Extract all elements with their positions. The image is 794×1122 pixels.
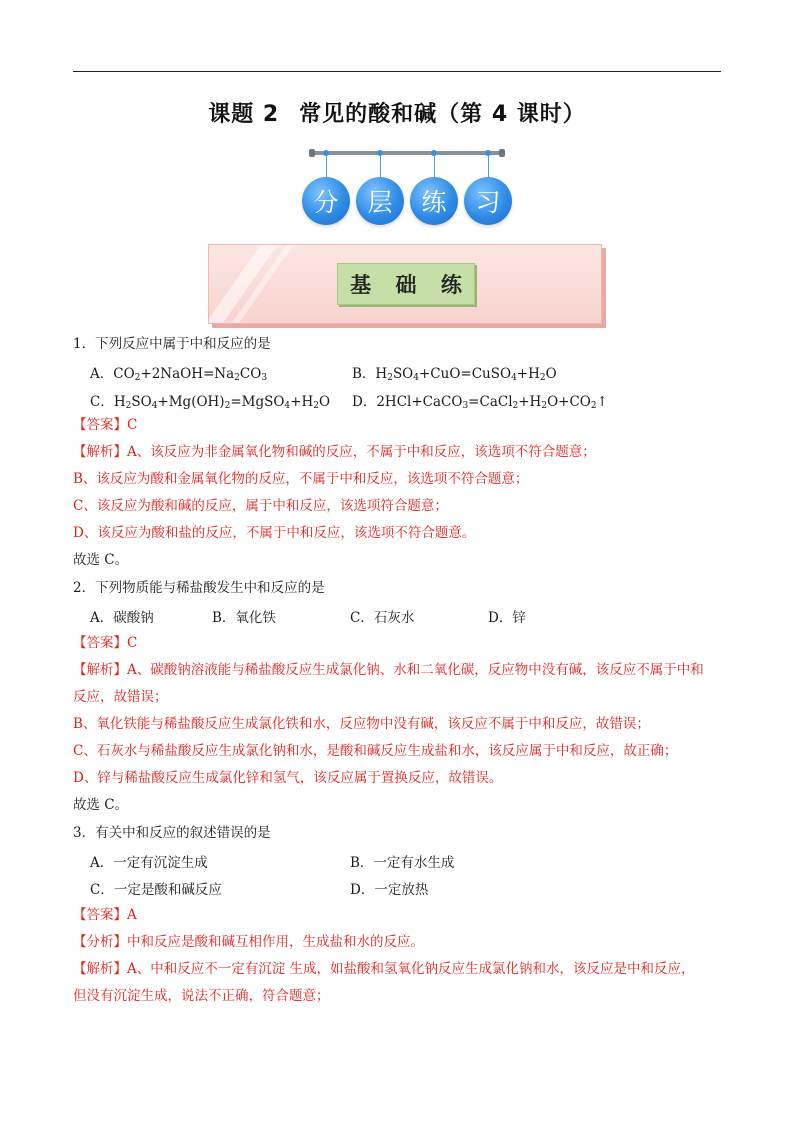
question-3-stem: 3．有关中和反应的叙述错误的是 — [73, 825, 271, 841]
question-3-option-c: C．一定是酸和碱反应 — [90, 882, 222, 898]
question-3-fenxi: 【分析】中和反应是酸和碱互相作用，生成盐和水的反应。 — [73, 934, 424, 950]
question-3-option-a: A．一定有沉淀生成 — [90, 855, 208, 871]
question-2-option-d: D．锌 — [488, 610, 526, 626]
question-1-option-a: A．$CO_2+2NaOH=Na_2CO_3$ — [90, 366, 268, 383]
question-2-stem: 2．下列物质能与稀盐酸发生中和反应的是 — [73, 580, 325, 596]
question-1-option-b: B．$H_2SO_4+CuO=CuSO_4+H_2O$ — [352, 366, 557, 383]
question-2-analysis-line: C、石灰水与稀盐酸反应生成氯化钠和水，是酸和碱反应生成盐和水，该反应属于中和反应，故正确； — [73, 743, 678, 759]
hanger-string — [488, 155, 489, 177]
question-1-analysis-line: D、该反应为酸和盐的反应，不属于中和反应，该选项不符合题意。 — [73, 525, 476, 541]
question-2-analysis-line: B、氧化铁能与稀盐酸反应生成氯化铁和水，反应物中没有碱，该反应不属于中和反应，故错误； — [73, 716, 650, 732]
title-topic: 常见的酸和碱（第 4 课时） — [299, 102, 586, 127]
question-1-answer: 【答案】C — [73, 417, 138, 433]
hanger-string — [326, 155, 327, 177]
question-1-analysis-line: C、该反应为酸和碱的反应，属于中和反应，该选项符合题意； — [73, 498, 448, 514]
page-title — [0, 97, 794, 128]
section-char: 础 — [395, 273, 417, 297]
question-2-option-a: A．碳酸钠 — [90, 610, 154, 626]
question-2-analysis-line: 反应，故错误； — [73, 689, 168, 705]
question-1-analysis-line: 【解析】A、该反应为非金属氧化物和碱的反应，不属于中和反应，该选项不符合题意； — [73, 444, 596, 460]
question-2-option-b: B．氧化铁 — [212, 610, 276, 626]
banner-ball: 层 — [356, 177, 404, 225]
banner-ball: 习 — [464, 177, 512, 225]
question-1-conclusion: 故选 C。 — [73, 552, 129, 568]
header-rule — [73, 71, 721, 72]
question-3-option-d: D．一定放热 — [350, 882, 429, 898]
title-lesson-number: 课题 2 — [208, 102, 280, 127]
question-2-option-c: C．石灰水 — [350, 610, 415, 626]
question-2-analysis-line: D、锌与稀盐酸反应生成氯化锌和氢气，该反应属于置换反应，故错误。 — [73, 770, 503, 786]
question-1-option-d: D．$2HCl+CaCO_3=CaCl_2+H_2O+CO_2↑$ — [352, 394, 608, 411]
question-1-option-c: C．$H_2SO_4+Mg(OH)_2=MgSO_4+H_2O$ — [90, 394, 331, 411]
section-char: 基 — [350, 273, 372, 297]
section-header-box — [208, 244, 602, 324]
question-1-analysis-line: B、该反应为酸和金属氧化物的反应，不属于中和反应，该选项不符合题意； — [73, 471, 529, 487]
question-3-option-b: B．一定有水生成 — [350, 855, 455, 871]
banner-ball: 练 — [410, 177, 458, 225]
question-2-analysis-line: 【解析】A、碳酸钠溶液能与稀盐酸反应生成氯化钠、水和二氧化碳，反应物中没有碱，该反应不属于中和 — [73, 662, 704, 678]
section-title — [337, 263, 475, 305]
question-2-conclusion: 故选 C。 — [73, 797, 129, 813]
hanger-bar — [312, 151, 502, 155]
question-1-stem: 1．下列反应中属于中和反应的是 — [73, 336, 271, 352]
question-3-analysis-line: 但没有沉淀生成，说法不正确，符合题意； — [73, 988, 330, 1004]
banner-ball: 分 — [302, 177, 350, 225]
question-3-analysis-line: 【解析】A、中和反应不一定有沉淀 生成，如盐酸和氢氧化钠反应生成氯化钠和水，该反应是中和反应， — [73, 961, 695, 977]
question-2-answer: 【答案】C — [73, 635, 138, 651]
question-3-answer: 【答案】A — [73, 907, 137, 923]
hanger-string — [434, 155, 435, 177]
hanger-string — [380, 155, 381, 177]
section-char: 练 — [440, 273, 462, 297]
